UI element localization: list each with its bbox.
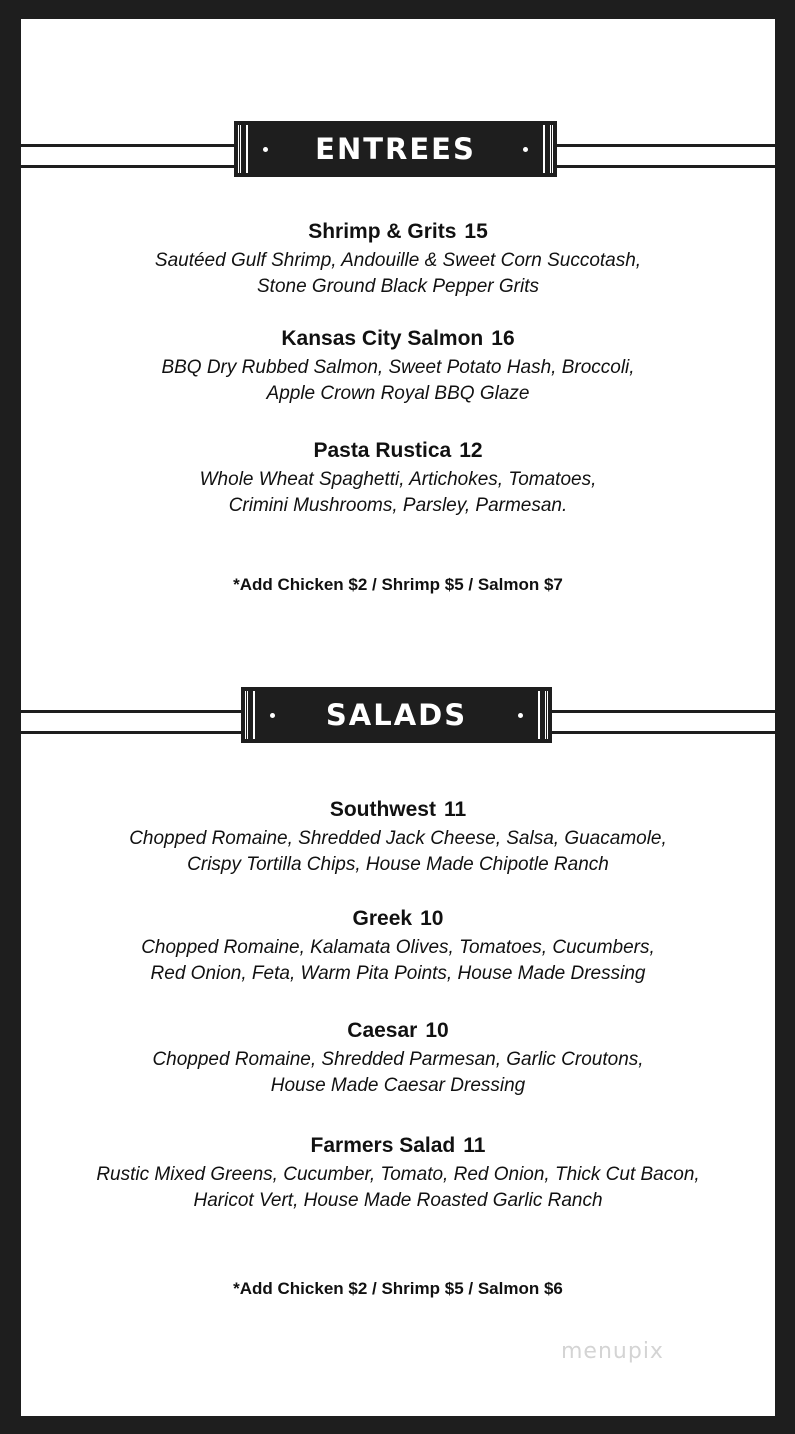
item-name: Shrimp & Grits — [308, 220, 457, 243]
bullet-icon — [263, 147, 268, 152]
item-price: 12 — [459, 439, 483, 462]
description-line: Apple Crown Royal BBQ Glaze — [266, 383, 530, 404]
menu-item-kansas-city-salmon — [21, 326, 775, 407]
item-description — [21, 355, 775, 407]
description-line: Chopped Romaine, Kalamata Olives, Tomatoes, Cucumbers, — [141, 937, 655, 958]
description-line: Chopped Romaine, Shredded Jack Cheese, Salsa, Guacamole, — [129, 828, 667, 849]
item-description — [21, 826, 775, 878]
item-description — [21, 248, 775, 300]
menu-page — [21, 19, 775, 1416]
item-description — [21, 467, 775, 519]
menu-item-southwest — [21, 797, 775, 878]
menu-item-shrimp-grits — [21, 219, 775, 300]
item-description — [21, 1047, 775, 1099]
description-line: House Made Caesar Dressing — [270, 1075, 526, 1096]
item-name-row — [21, 1018, 775, 1044]
description-line: BBQ Dry Rubbed Salmon, Sweet Potato Hash, Broccoli, — [161, 357, 635, 378]
description-line: Rustic Mixed Greens, Cucumber, Tomato, Red Onion, Thick Cut Bacon, — [96, 1164, 700, 1185]
item-name: Farmers Salad — [310, 1134, 456, 1157]
item-name-row — [21, 219, 775, 245]
entrees-title: ENTREES — [315, 132, 476, 166]
item-price: 11 — [463, 1134, 486, 1157]
item-name-row — [21, 438, 775, 464]
description-line: Red Onion, Feta, Warm Pita Points, House Made Dressing — [150, 963, 646, 984]
item-name-row — [21, 326, 775, 352]
item-name: Kansas City Salmon — [281, 327, 484, 350]
item-price: 11 — [443, 798, 467, 821]
description-line: Chopped Romaine, Shredded Parmesan, Garlic Croutons, — [152, 1049, 644, 1070]
item-name: Pasta Rustica — [313, 439, 452, 462]
item-price: 15 — [464, 220, 488, 243]
item-description — [21, 1162, 775, 1214]
item-name: Caesar — [347, 1019, 418, 1042]
bullet-icon — [518, 713, 523, 718]
entrees-header-box — [234, 121, 557, 177]
item-name-row — [21, 906, 775, 932]
description-line: Whole Wheat Spaghetti, Artichokes, Tomatoes, — [199, 469, 597, 490]
item-price: 16 — [491, 327, 515, 350]
watermark: menupix — [561, 1339, 664, 1364]
description-line: Sautéed Gulf Shrimp, Andouille & Sweet Corn Succotash, — [154, 250, 642, 271]
description-line: Crimini Mushrooms, Parsley, Parmesan. — [228, 495, 568, 516]
salads-header-box — [241, 687, 552, 743]
item-name: Southwest — [329, 798, 436, 821]
description-line: Stone Ground Black Pepper Grits — [257, 276, 539, 297]
entrees-header — [21, 132, 775, 180]
bullet-icon — [523, 147, 528, 152]
description-line: Haricot Vert, House Made Roasted Garlic Ranch — [193, 1190, 603, 1211]
item-name: Greek — [352, 907, 413, 930]
item-name-row — [21, 1133, 775, 1159]
item-price: 10 — [420, 907, 444, 930]
description-line: Crispy Tortilla Chips, House Made Chipotle Ranch — [187, 854, 609, 875]
menu-item-greek — [21, 906, 775, 987]
entrees-addon-note: *Add Chicken $2 / Shrimp $5 / Salmon $7 — [233, 575, 563, 594]
item-price: 10 — [425, 1019, 449, 1042]
salads-header — [21, 698, 775, 746]
item-name-row — [21, 797, 775, 823]
bullet-icon — [270, 713, 275, 718]
item-description — [21, 935, 775, 987]
menu-item-farmers-salad — [21, 1133, 775, 1214]
menu-item-caesar — [21, 1018, 775, 1099]
salads-addon-note: *Add Chicken $2 / Shrimp $5 / Salmon $6 — [233, 1279, 563, 1298]
menu-item-pasta-rustica — [21, 438, 775, 519]
salads-title: SALADS — [325, 698, 468, 732]
